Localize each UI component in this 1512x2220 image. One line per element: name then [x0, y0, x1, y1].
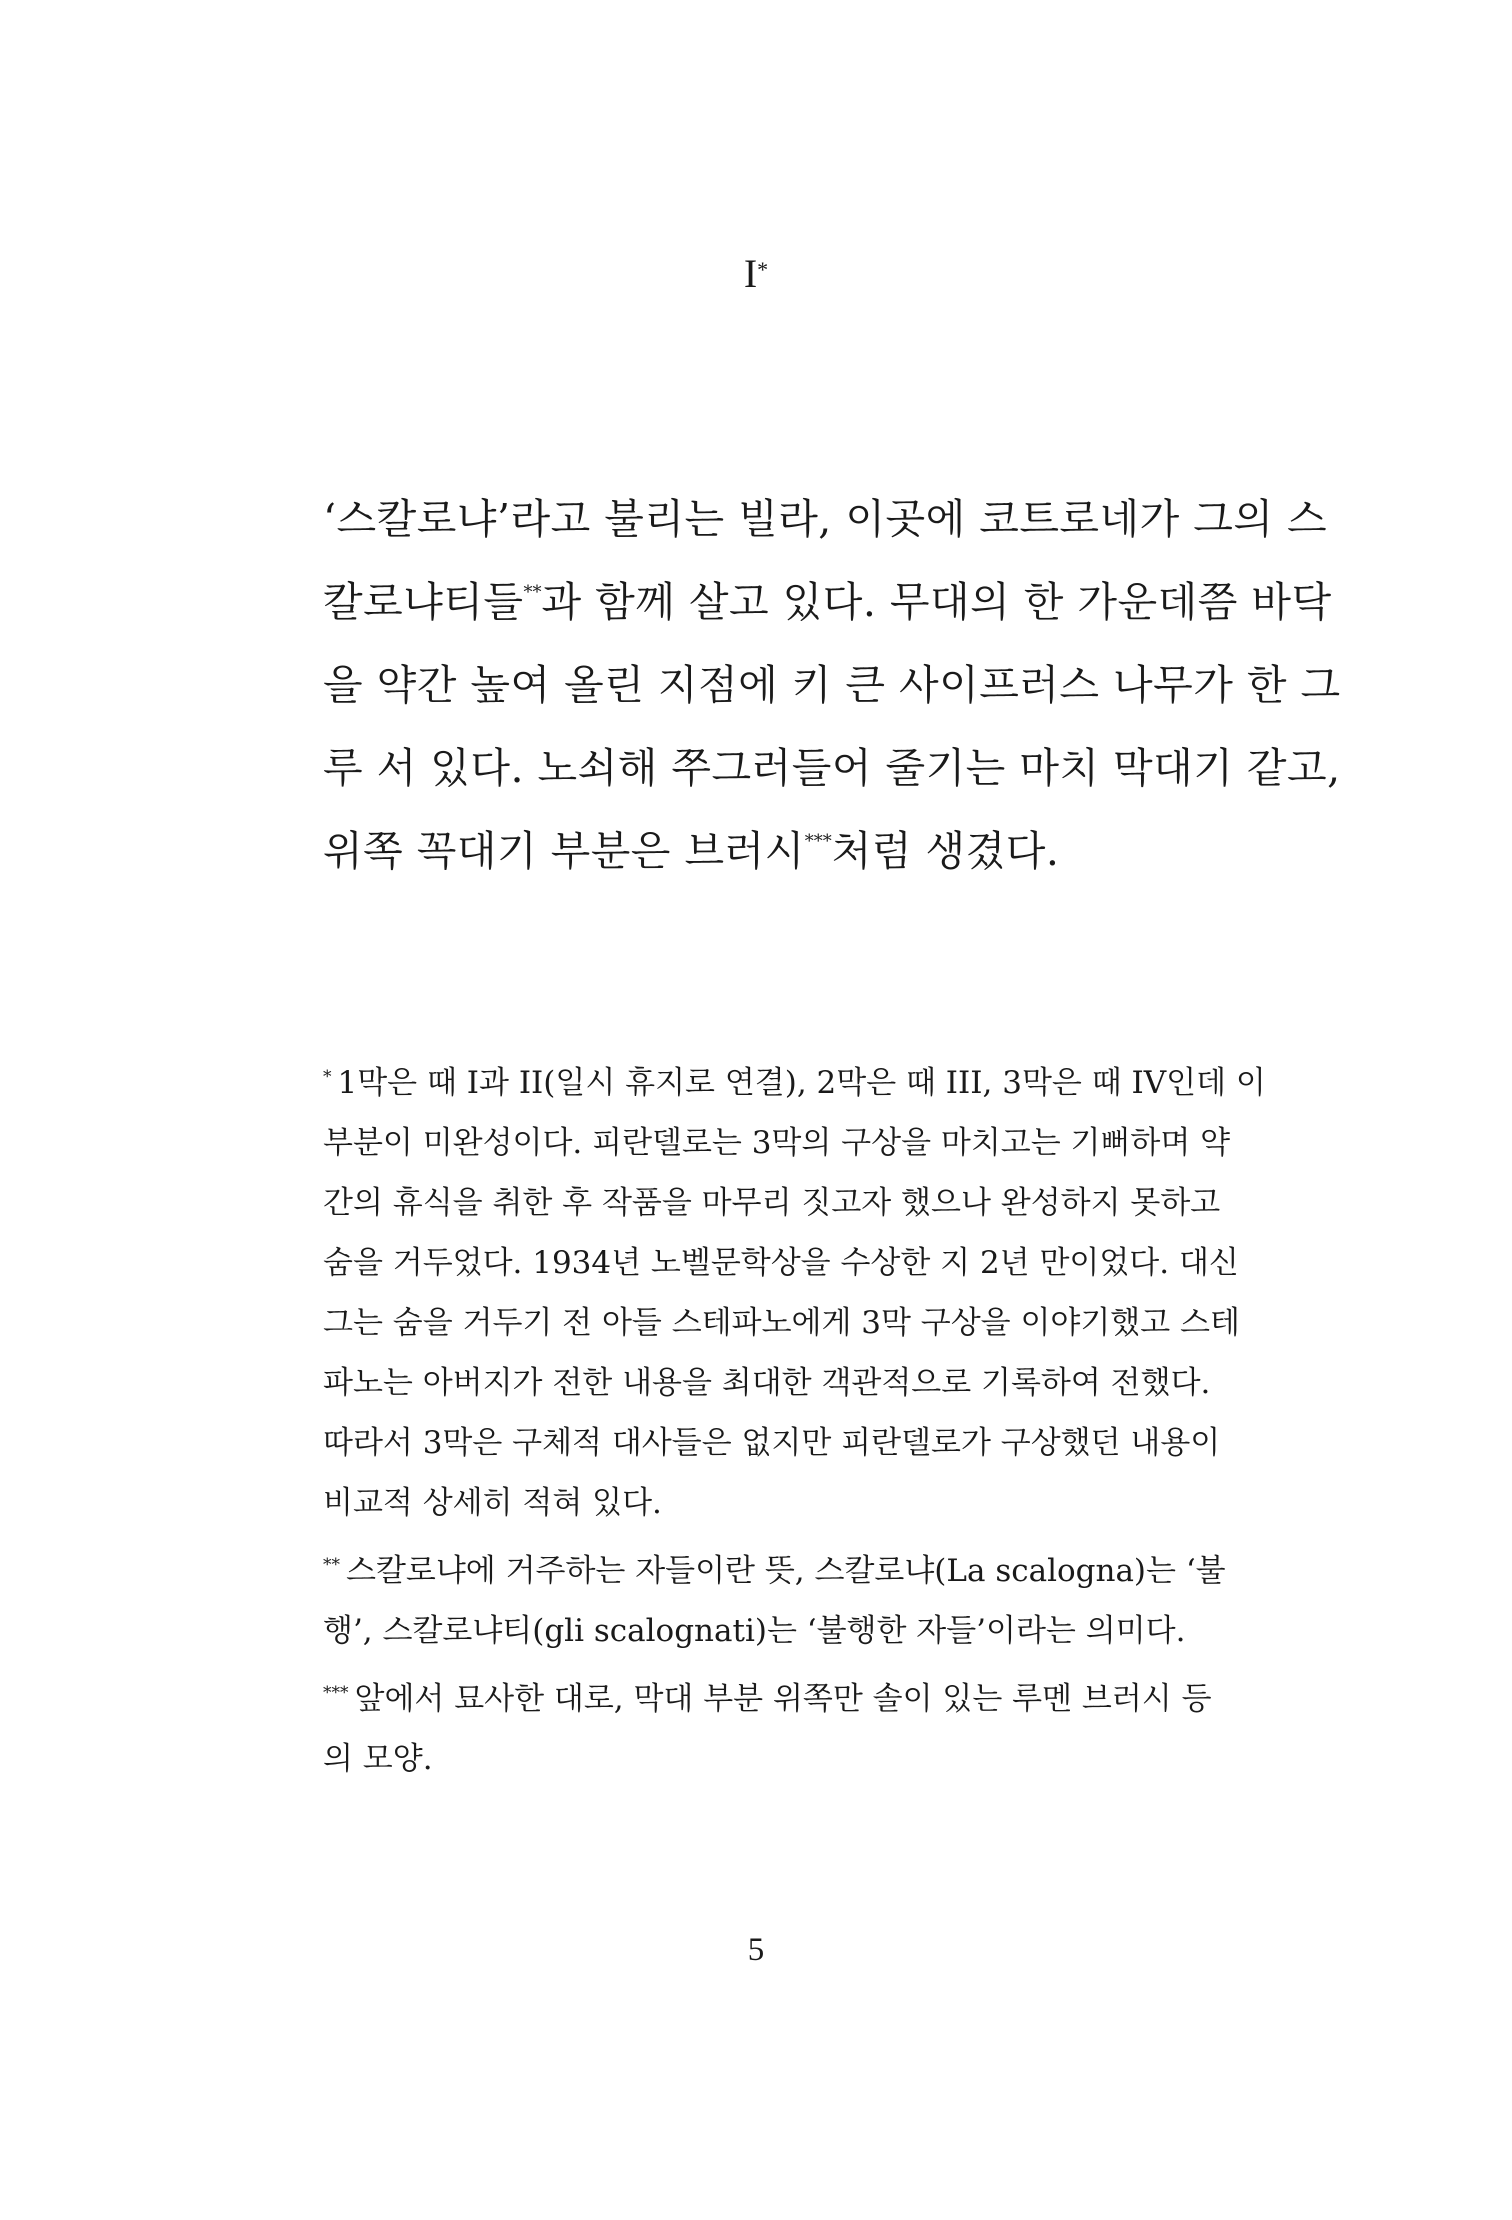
stage-line-text: 루 서 있다. 노쇠해 쭈그러들어 줄기는 마치 막대기 같고,: [323, 744, 1341, 792]
footnote-line: 간의 휴식을 취한 후 작품을 마무리 짓고자 했으나 완성하지 못하고: [323, 1185, 1221, 1221]
section-footnote-marker: *: [757, 257, 769, 282]
footnote-line: [323, 1669, 1263, 1729]
stage-line: [323, 561, 1332, 644]
footnote-1: [323, 1053, 1266, 1533]
stage-line: [323, 478, 1328, 561]
stage-line-text: 처럼 생겼다.: [831, 827, 1060, 875]
footnote-line: [323, 1053, 1266, 1113]
footnotes: [323, 1053, 1266, 1797]
footnote-line: 행’, 스칼로냐티(gli scalognati)는 ‘불행한 자들’이라는 의미다.: [323, 1613, 1186, 1649]
stage-direction: [323, 478, 1341, 893]
section-numeral: I: [743, 251, 758, 296]
stage-line-text: 과 함께 살고 있다. 무대의 한 가운데쯤 바닥: [541, 578, 1332, 626]
footnote-line: 부분이 미완성이다. 피란델로는 3막의 구상을 마치고는 기뻐하며 약: [323, 1125, 1231, 1161]
footnote-line: 의 모양.: [323, 1741, 433, 1777]
footnote-line: 그는 숨을 거두기 전 아들 스테파노에게 3막 구상을 이야기했고 스테: [323, 1305, 1240, 1341]
page-number: 5: [747, 1932, 765, 1968]
stage-line: [323, 727, 1341, 810]
footnote-text: 앞에서 묘사한 대로, 막대 부분 위쪽만 솔이 있는 루멘 브러시 등: [354, 1681, 1212, 1717]
stage-line-text: 위쪽 꼭대기 부분은 브러시: [323, 827, 805, 875]
footnote-line: [323, 1541, 1263, 1601]
footnote-text: 1막은 때 I과 II(일시 휴지로 연결), 2막은 때 III, 3막은 때 IV인데 이: [337, 1065, 1266, 1101]
footnote-marker: ***: [323, 1683, 349, 1703]
footnote-2: [323, 1541, 1263, 1661]
stage-line-text: 칼로냐티들: [323, 578, 524, 626]
stage-line-text: ‘스칼로냐’라고 불리는 빌라, 이곳에 코트로네가 그의 스: [323, 495, 1328, 543]
footnote-line: 따라서 3막은 구체적 대사들은 없지만 피란델로가 구상했던 내용이: [323, 1425, 1221, 1461]
footnote-line: 파노는 아버지가 전한 내용을 최대한 객관적으로 기록하여 전했다.: [323, 1365, 1211, 1401]
footnote-line: 비교적 상세히 적혀 있다.: [323, 1485, 662, 1521]
footnote-line: 숨을 거두었다. 1934년 노벨문학상을 수상한 지 2년 만이었다. 대신: [323, 1245, 1239, 1281]
footnote-marker: **: [323, 1555, 340, 1575]
stage-line: [323, 644, 1341, 727]
section-heading: [0, 250, 1512, 298]
footnote-marker: *: [323, 1067, 332, 1087]
footnote-reference: **: [523, 582, 542, 603]
stage-line: [323, 810, 1263, 893]
stage-line-text: 을 약간 높여 올린 지점에 키 큰 사이프러스 나무가 한 그: [323, 661, 1341, 709]
footnote-text: 스칼로냐에 거주하는 자들이란 뜻, 스칼로냐(La scalogna)는 ‘불: [346, 1553, 1226, 1589]
footnote-reference: ***: [804, 831, 832, 852]
footnote-3: [323, 1669, 1263, 1789]
